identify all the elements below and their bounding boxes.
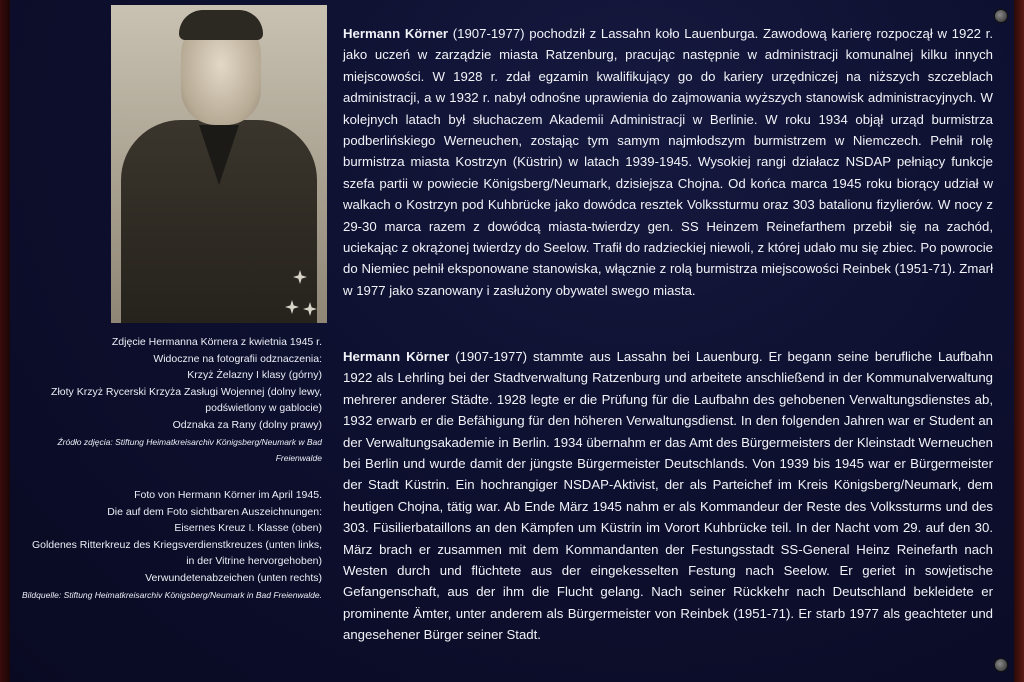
- photo-hair: [179, 10, 263, 40]
- screw-icon: [994, 658, 1008, 672]
- caption-line: Zdjęcie Hermanna Körnera z kwietnia 1945 r.: [111, 336, 322, 348]
- biography-german: [343, 346, 993, 646]
- caption-line: in der Vitrine hervorgehoben): [186, 555, 322, 568]
- board-frame-left: [0, 0, 10, 682]
- caption-line: Złoty Krzyż Rycerski Krzyża Zasługi Wojennej (dolny lewy,: [51, 385, 322, 398]
- caption-german: [14, 487, 322, 603]
- caption-source: Bildquelle: Stiftung Heimatkreisarchiv Königsberg/Neumark in Bad Freienwalde.: [21, 589, 322, 600]
- caption-line: podświetlony w gablocie): [205, 402, 322, 415]
- caption-line: Widoczne na fotografii odznaczenia:: [153, 352, 322, 365]
- person-name: Hermann Körner: [343, 349, 450, 364]
- portrait-photo: [111, 5, 327, 323]
- biography-text: (1907-1977) pochodził z Lassahn koło Lauenburga. Zawodową karierę rozpoczął w 1922 r. jako uczeń w zarządzie miasta Ratzenburg, pracując następnie w administracji komunalnej kilku innych miejscowości. W 1928 r. zdał egzamin kwalifikujący go do kariery urzędniczej na niższych szczeblach administracji, a w 1932 r. nabył odnośne uprawienia do zajmowania wyższych stanowisk administracyjnych. W kolejnych latach był słuchaczem Akademii Administracji w Berlinie. W roku 1934 objął urząd burmistrza podberlińskiego Werneuchen, zostając tym samym najmłodszym burmistrzem w Niemczech. Pełnił rolę burmistrza miasta Kostrzyn (Küstrin) w latach 1939-1945. Wysokiej rangi działacz NSDAP pełniący funkcje szefa partii w powiecie Königsberg/Neumark, dzisiejsza Chojna. Od końca marca 1945 roku biorący udział w walkach o Kostrzyn pod Kuhbrücke jako dowódca resztek Volkssturmu oraz 303 batalionu fizylierów. W nocy z 29-30 marca razem z dowódcą miasta-twierdzy gen. SS Heinzem Reinefarthem przebił się na zachód, uciekając z okrążonej twierdzy do Seelow. Trafił do radzieckiej niewoli, z której udało mu się zbiec. Po powrocie do Niemiec pełnił eksponowane stanowiska, włącznie z rolą burmistrza miejscowości Reinbek (1951-71). Zmarł w 1977 jako szanowany i zasłużony obywatel swego miasta.: [343, 26, 993, 298]
- biography-text: (1907-1977) stammte aus Lassahn bei Lauenburg. Er begann seine berufliche Laufbahn 1922 als Lehrling bei der Stadtverwaltung Ratzenburg und arbeitete anschließend in der Kommunalverwaltung mehrerer anderer Städte. 1928 legte er die Prüfung für die Laufbahn des gehobenen Verwaltungsdienstes ab, 1932 erwarb er die Befähigung für den höheren Verwaltungsdienst. In den folgenden Jahren war er Student an der Verwaltungsakademie in Berlin. 1934 übernahm er das Amt des Bürgermeisters der Kleinstadt Werneuchen bei Berlin und wurde damit der jüngste Bürgermeister Deutschlands. Von 1939 bis 1945 war er Bürgermeister der Stadt Küstrin. Ein hochrangiger NSDAP-Aktivist, der als Parteichef im Kreis Königsberg/Neumark, dem heutigen Chojna, tätig war. Ab Ende März 1945 nahm er als Kommandeur der Reste des Volkssturms und des 303. Füsilierbataillons an den Kämpfen um Küstrin im Vorort Kuhbrücke teil. In der Nacht vom 29. auf den 30. März brach er zusammen mit dem Kommandanten der Festungsstadt SS-General Heinz Reinefarth nach Westen durch und flüchtete aus der eingekesselten Festung nach Seelow. Er geriet in sowjetische Gefangenschaft, aus der ihm die Flucht gelang. Nach seiner Rückkehr nach Deutschland bekleidete er prominente Ämter, unter anderem als Bürgermeister von Reinbek (1951-71). Er starb 1977 als geachteter und angesehener Bürger seiner Stadt.: [343, 349, 993, 643]
- board-frame-right: [1014, 0, 1024, 682]
- person-name: Hermann Körner: [343, 26, 449, 41]
- caption-line: Krzyż Żelazny I klasy (górny): [187, 369, 322, 382]
- caption-source: Źródło zdjęcia: Stiftung Heimatkreisarchiv Königsberg/Neumark w Bad Freienwalde: [57, 436, 322, 464]
- caption-line: Verwundetenabzeichen (unten rechts): [145, 571, 322, 584]
- caption-line: Goldenes Ritterkreuz des Kriegsverdienstkreuzes (unten links,: [31, 538, 322, 551]
- caption-line: Odznaka za Rany (dolny prawy): [172, 418, 322, 431]
- biography-polish: [343, 23, 993, 301]
- caption-line: Eisernes Kreuz I. Klasse (oben): [174, 522, 322, 535]
- caption-line: Foto von Hermann Körner im April 1945.: [134, 489, 322, 501]
- caption-polish: [14, 334, 322, 467]
- caption-line: Die auf dem Foto sichtbaren Auszeichnungen:: [107, 505, 322, 518]
- screw-icon: [994, 9, 1008, 23]
